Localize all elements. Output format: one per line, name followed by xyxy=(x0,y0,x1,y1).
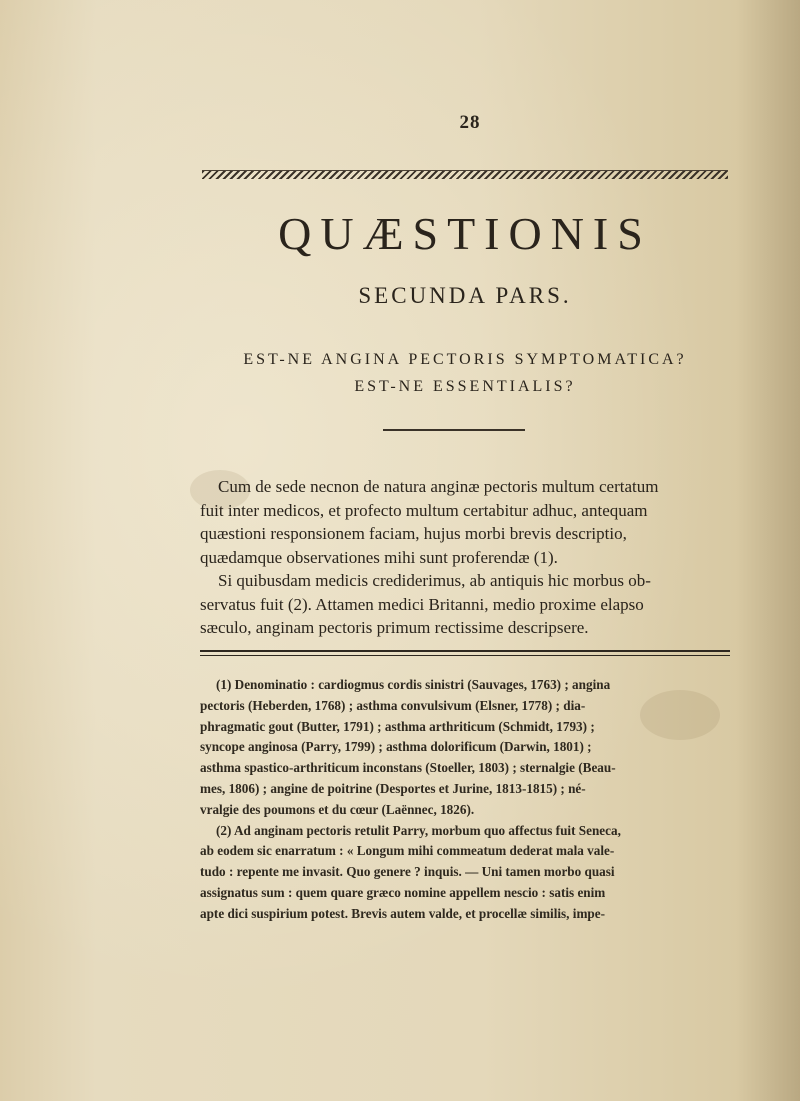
footnote-line: asthma spastico-arthriticum inconstans (Stoeller, 1803) ; sternalgie (Beau- xyxy=(200,760,616,776)
ornamental-rule xyxy=(202,170,728,179)
footnote-divider xyxy=(200,650,730,656)
body-line: quædamque observationes mihi sunt proferendæ (1). xyxy=(200,547,558,567)
footnote-line: assignatus sum : quem quare græco nomine appellem nescio : satis enim xyxy=(200,884,606,900)
footnote-line: (2) Ad anginam pectoris retulit Parry, morbum quo affectus fuit Seneca, xyxy=(216,822,621,838)
footnote-line: (1) Denominatio : cardiogmus cordis sinistri (Sauvages, 1763) ; angina xyxy=(216,677,611,692)
body-line: Cum de sede necnon de natura anginæ pectoris multum certatum xyxy=(218,477,659,496)
body-line: quæstioni responsionem faciam, hujus morbi brevis descriptio, xyxy=(200,524,627,543)
question-line: EST-NE ANGINA PECTORIS SYMPTOMATICA? xyxy=(243,351,687,368)
footnote-line: mes, 1806) ; angine de poitrine (Desportes et Jurine, 1813-1815) ; né- xyxy=(200,780,586,796)
heading-divider xyxy=(383,429,525,431)
section-subtitle: SECUNDA PARS. xyxy=(358,283,572,308)
question-heading xyxy=(200,346,730,400)
body-line: Si quibusdam medicis crediderimus, ab antiquis hic morbus ob- xyxy=(218,571,651,590)
footnote-line: phragmatic gout (Butter, 1791) ; asthma arthriticum (Schmidt, 1793) ; xyxy=(200,718,595,734)
page-number: 28 xyxy=(459,112,481,133)
footnote-line: tudo : repente me invasit. Quo genere ? inquis. — Uni tamen morbo quasi xyxy=(200,864,615,880)
question-line: EST-NE ESSENTIALIS? xyxy=(354,378,576,395)
footnote-line: syncope anginosa (Parry, 1799) ; asthma dolorificum (Darwin, 1801) ; xyxy=(200,739,592,755)
footnote-line: vralgie des poumons et du cœur (Laënnec, 1826). xyxy=(200,801,475,817)
body-paragraphs xyxy=(200,475,730,640)
body-line: servatus fuit (2). Attamen medici Britanni, medio proxime elapso xyxy=(200,594,644,614)
section-title: QUÆSTIONIS xyxy=(278,208,652,259)
footnotes xyxy=(200,675,730,925)
footnote-line: apte dici suspirium potest. Brevis autem valde, et procellæ similis, impe- xyxy=(200,905,606,921)
footnote-line: ab eodem sic enarratum : « Longum mihi commeatum dederat mala vale- xyxy=(200,843,615,859)
footnote-line: pectoris (Heberden, 1768) ; asthma convulsivum (Elsner, 1778) ; dia- xyxy=(200,697,586,713)
body-line: sæculo, anginam pectoris primum rectissime descripsere. xyxy=(200,618,589,637)
body-line: fuit inter medicos, et profecto multum certabitur adhuc, antequam xyxy=(200,500,648,520)
